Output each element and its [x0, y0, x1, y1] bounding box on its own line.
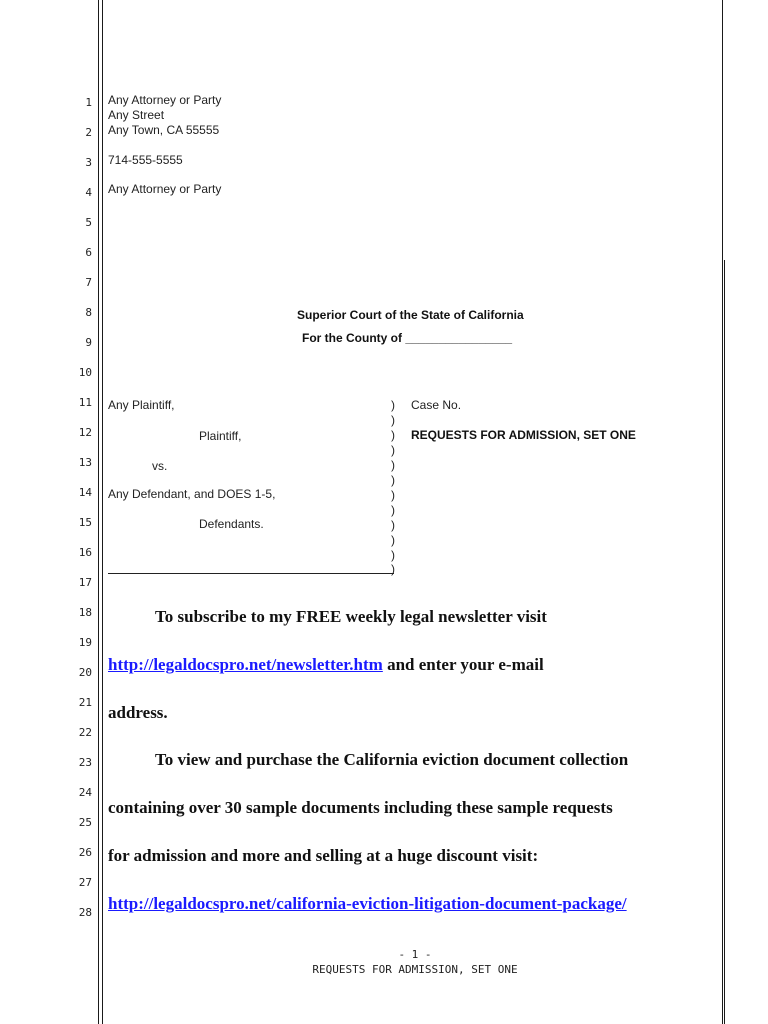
caption-paren: ): [391, 488, 395, 502]
line-number: 2: [85, 126, 92, 139]
line-number: 9: [85, 336, 92, 349]
purchase-text-line1: To view and purchase the California eviction document collection: [155, 750, 629, 769]
newsletter-link[interactable]: http://legaldocspro.net/newsletter.htm: [108, 655, 383, 674]
line-number: 1: [85, 96, 92, 109]
line-number: 28: [78, 906, 92, 919]
caption-paren: ): [391, 533, 395, 547]
line-number: 5: [85, 216, 92, 229]
plaintiff-name: Any Plaintiff,: [108, 398, 175, 412]
line-number: 3: [85, 156, 92, 169]
line-number: 11: [78, 396, 92, 409]
attorney-for: Any Attorney or Party: [108, 182, 222, 196]
court-county: For the County of ________________: [302, 331, 513, 345]
case-number-label: Case No.: [411, 398, 462, 412]
caption-paren: ): [391, 503, 395, 517]
footer-title: REQUESTS FOR ADMISSION, SET ONE: [312, 963, 518, 976]
footer-page-number: - 1 -: [398, 948, 432, 961]
defendant-name: Any Defendant, and DOES 1-5,: [108, 487, 276, 501]
line-number: 22: [78, 726, 92, 739]
caption-paren: ): [391, 443, 395, 457]
caption-paren: ): [391, 428, 395, 442]
line-number: 17: [78, 576, 92, 589]
purchase-text-line2: containing over 30 sample documents including these sample requests: [108, 798, 613, 817]
line-number: 18: [78, 606, 92, 619]
line-number: 26: [78, 846, 92, 859]
plaintiff-role: Plaintiff,: [199, 429, 242, 443]
package-link[interactable]: http://legaldocspro.net/california-eviction-litigation-document-package/: [108, 894, 627, 913]
caption-paren: ): [391, 458, 395, 472]
caption-paren: ): [391, 473, 395, 487]
line-number: 23: [78, 756, 92, 769]
line-number: 21: [78, 696, 92, 709]
line-number: 20: [78, 666, 92, 679]
line-number: 13: [78, 456, 92, 469]
left-margin-rule-inner: [102, 0, 103, 1024]
document-title: REQUESTS FOR ADMISSION, SET ONE: [411, 428, 636, 442]
attorney-city: Any Town, CA 55555: [108, 123, 220, 137]
line-number: 4: [85, 186, 92, 199]
caption-paren: ): [391, 413, 395, 427]
line-number: 8: [85, 306, 92, 319]
line-number: 6: [85, 246, 92, 259]
defendant-role: Defendants.: [199, 517, 264, 531]
caption-paren: ): [391, 518, 395, 532]
newsletter-line: [108, 655, 544, 675]
line-number: 12: [78, 426, 92, 439]
line-number: 16: [78, 546, 92, 559]
line-number: 15: [78, 516, 92, 529]
right-margin-rule: [722, 0, 723, 1024]
line-number: 27: [78, 876, 92, 889]
newsletter-line-rest: and enter your e-mail: [382, 655, 544, 674]
line-number: 14: [78, 486, 92, 499]
caption-underline: [108, 573, 394, 574]
purchase-text-line3: for admission and more and selling at a huge discount visit:: [108, 846, 539, 865]
line-number: 25: [78, 816, 92, 829]
line-number: 10: [78, 366, 92, 379]
court-name: Superior Court of the State of California: [297, 308, 524, 322]
line-number: 24: [78, 786, 92, 799]
line-number: 7: [85, 276, 92, 289]
attorney-name: Any Attorney or Party: [108, 93, 222, 107]
newsletter-text: To subscribe to my FREE weekly legal newsletter visit: [155, 607, 547, 626]
purchase-line: [108, 894, 627, 914]
caption-paren: ): [391, 562, 395, 576]
attorney-phone: 714-555-5555: [108, 153, 183, 167]
caption-paren: ): [391, 548, 395, 562]
line-number: 19: [78, 636, 92, 649]
left-margin-rule: [98, 0, 99, 1024]
attorney-street: Any Street: [108, 108, 165, 122]
newsletter-text-end: address.: [108, 703, 168, 722]
caption-paren: ): [391, 398, 395, 412]
versus-label: vs.: [152, 459, 168, 473]
right-margin-rule-secondary: [724, 260, 725, 1024]
